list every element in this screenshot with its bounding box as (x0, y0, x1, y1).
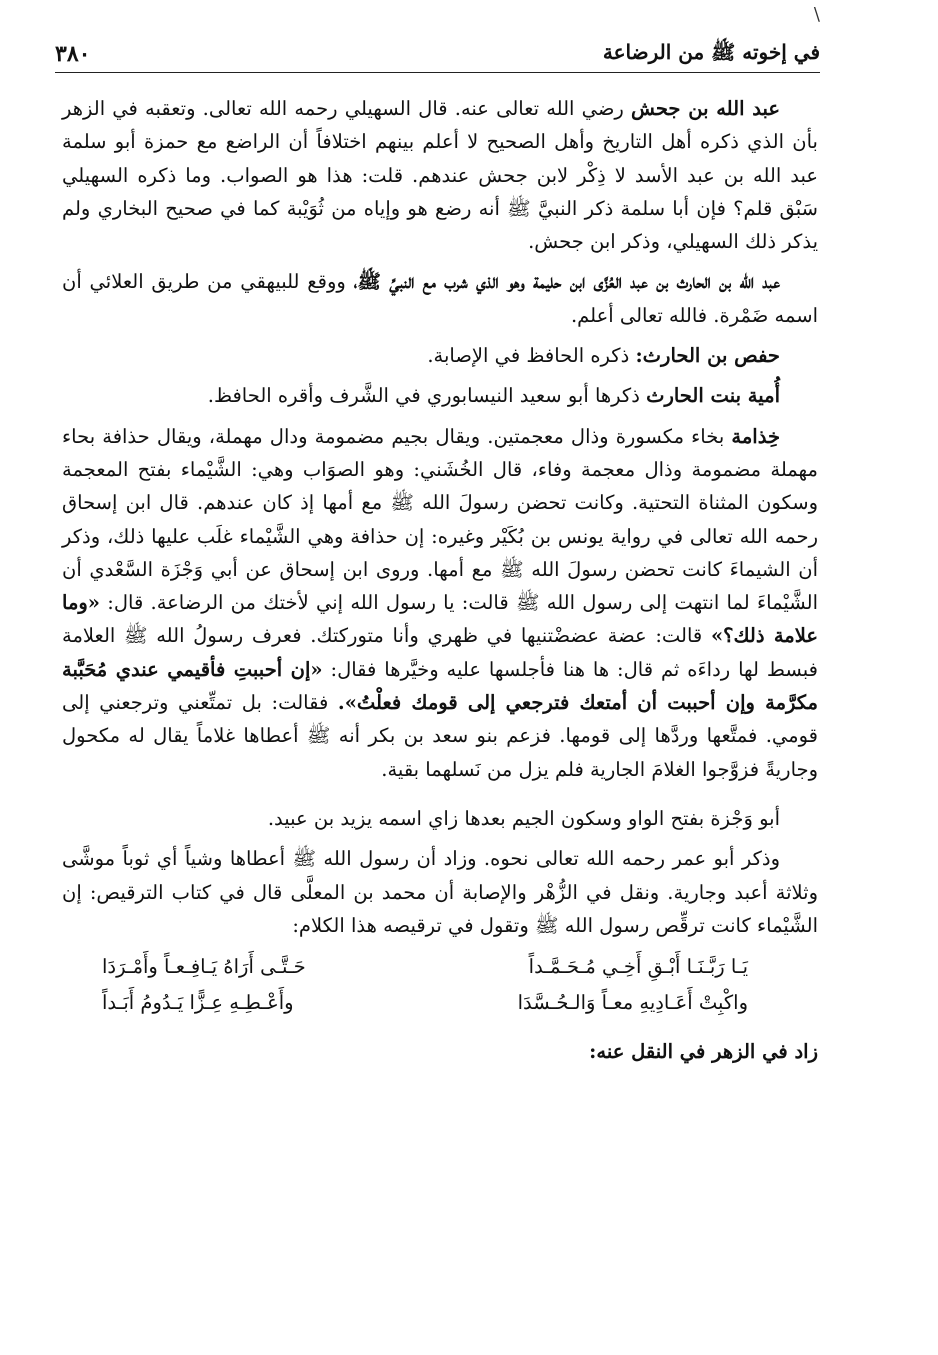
paragraph-text: ذكره الحافظ في الإصابة. (427, 344, 636, 368)
entry-heading: عبد الله بن جحش (630, 97, 780, 120)
entry-heading: خِذامة (731, 424, 780, 448)
poem-hemistich: يَـا رَبَّـنَـا أَبْـقِ أَخِـي مُـحَـمَّـداً (528, 955, 748, 979)
poem-hemistich: حَـتَّـى أَرَاهُ يَـافِـعـاً وأَمْـرَدَا (102, 955, 306, 979)
page-number: ٣٨٠ (55, 41, 91, 67)
entry-heading: عبد الله بن الحارث بن عبد العُزَّى ابن حليمة وهو الذي شرب مع النبيِّ ﷺ، (353, 270, 780, 294)
poem-hemistich: وأَعْـطِـهِ عِـزًّا يَـدُومُ أَبَـداً (102, 991, 294, 1015)
paragraph-text: فقالت: بل تمتِّعني وترجعني إلى قومي. فمتَّعها وردَّها إلى قومها. فزعم بنو سعد بن بكر أنه ﷺ أعطاها غلاماً يقال له مكحول وجاريةً فزوَّجوا الغلامَ الجارية فلم يزل من نَسلهما بقية. (62, 691, 818, 781)
paragraph-khidhama (62, 420, 818, 786)
paragraph-text: ووقع للبيهقي من طريق العلائي أن اسمه ضَمْرة. فالله تعالى أعلم. (62, 270, 818, 327)
paragraph-text: رضي الله تعالى عنه. قال السهيلي رحمه الله تعالى. وتعقبه في الزهر بأن الذي ذكره أهل التاريخ وأهل الصحيح لا أعلم بينهم اختلافاً أن الراضع مع حمزة أبو سلمة عبد الله بن عبد الأسد لا ذِكْر لابن جحش عندهم. قلت: هذا هو الصواب. وما ذكره السهيلي سَبْق قلم؟ فإن أبا سلمة ذكر النبيَّ ﷺ أنه رضع هو وإياه من ثُوَيْبة كما في صحيح البخاري ولم يذكر ذلك السهيلي، وذكر ابن جحش. (62, 97, 818, 254)
paragraph-text: أبو وَجْزة بفتح الواو وسكون الجيم بعدها زاي اسمه يزيد بن عبيد. (267, 806, 780, 830)
body-text (62, 92, 818, 1075)
paragraph-text: زاد في الزهر في النقل عنه: (589, 1040, 818, 1064)
page-header (55, 36, 820, 73)
poem-hemistich: واكْبِتْ أَعَـادِيهِ معـاً وَالـحُـسَّدَا (517, 991, 748, 1015)
corner-mark: \ (813, 4, 820, 25)
poem-line (102, 949, 748, 985)
paragraph-tail (62, 1035, 818, 1068)
paragraph-umayya-bint-harith (62, 379, 818, 412)
entry-heading: حفص بن الحارث: (635, 344, 780, 368)
paragraph-abdullah-ibn-harith (62, 265, 818, 332)
paragraph-abu-wajza (62, 802, 818, 835)
paragraph-abu-umar (62, 842, 818, 942)
poem (102, 949, 748, 1021)
paragraph-text: وذكر أبو عمر رحمه الله تعالى نحوه. وزاد أن رسول الله ﷺ أعطاها وشياً أي ثوباً موشَّى وثلاثة أعبد وجارية. ونقل في الزُّهْر والإصابة أن محمد بن المعلَّى قال في كتاب الترقيص: إن الشَّيْماء كانت ترقِّص رسول الله ﷺ وتقول في ترقيصه هذا الكلام: (62, 847, 818, 937)
hadith-quote: «إن أحببتِ فأقيمي عندي مُحَبَّبة مكرَّمة وإن أحببت أن أمتعك فترجعي إلى قومك فعلْتُ». (62, 657, 818, 715)
paragraph-hafs-ibn-harith (62, 339, 818, 372)
entry-heading: أُمية بنت الحارث (646, 384, 780, 408)
paragraph-text: ذكرها أبو سعيد النيسابوري في الشَّرف وأقره الحافظ. (207, 384, 647, 408)
paragraph-text: بخاء مكسورة وذال معجمتين. ويقال بجيم مضمومة ودال مهملة، ويقال حذافة بحاء مهملة مضمومة وذال معجمة وفاء، قال الخُشَني: وهو الصوَاب وهي: الشَّيْماء بفتح المعجمة وسكون المثناة التحتية. وكانت تحضن رسولَ الله ﷺ مع أمها إذ كان عندهم. قال ابن إسحاق رحمه الله تعالى في رواية يونس بن بُكَيْر وغيره: إن حذافة وهي الشَّيْماء غلَب عليها ذلك، وذكر أن الشيماءَ كانت تحضن رسولَ الله ﷺ مع أمها. وروى ابن إسحاق عن أبي وَجْزَة السَّعْدي أن الشَّيْماءَ لما انتهت إلى رسول الله ﷺ قالت: يا رسول الله إني لأختك من الرضاعة. قال: (62, 424, 818, 615)
paragraph-text: قالت: عضة عضضْتنيها في ظهري وأنا متوركتك. فعرف رسولُ الله ﷺ العلامة فبسط لها رداءَه ثم قال: ها هنا فأجلسها عليه وخيَّرها فقال: (62, 624, 818, 681)
paragraph-abdullah-ibn-jahsh (62, 92, 818, 258)
running-title: في إخوته ﷺ من الرضاعة (602, 39, 820, 64)
poem-line (102, 985, 748, 1021)
hadith-quote: «وما علامة ذلك؟» (62, 591, 818, 648)
